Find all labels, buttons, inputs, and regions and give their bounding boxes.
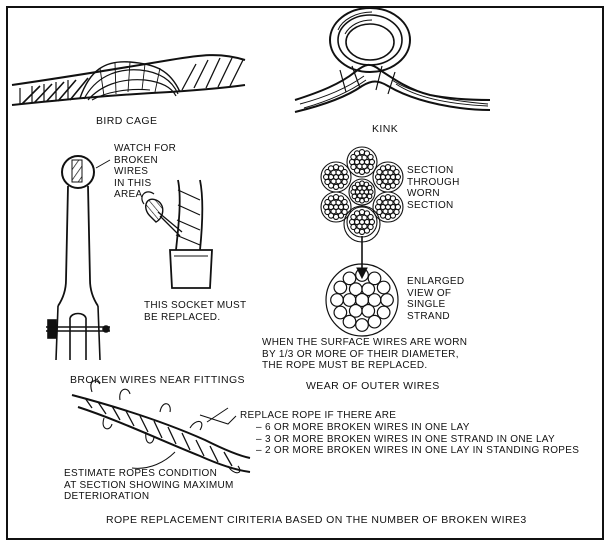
section-to-strand-arrow — [357, 236, 367, 278]
criterion-item: – 6 OR MORE BROKEN WIRES IN ONE LAY — [256, 422, 470, 433]
kink-caption: KINK — [372, 123, 399, 135]
broken-wires-near-fittings-caption: BROKEN WIRES NEAR FITTINGS — [70, 374, 245, 386]
estimate-condition-note: ESTIMATE ROPES CONDITION AT SECTION SHOWING MAXIMUM DETERIORATION — [64, 468, 234, 502]
bird-cage-caption: BIRD CAGE — [96, 115, 158, 127]
surface-wires-worn-note: WHEN THE SURFACE WIRES ARE WORN BY 1/3 OR MORE OF THEIR DIAMETER, THE ROPE MUST BE REPLACED. — [262, 337, 468, 371]
replace-rope-criteria-list — [256, 422, 579, 457]
footer-caption: ROPE REPLACEMENT CIRITERIA BASED ON THE NUMBER OF BROKEN WIRE3 — [106, 514, 527, 526]
bird-cage-rope-illustration — [12, 55, 245, 105]
criterion-item: – 2 OR MORE BROKEN WIRES IN ONE LAY IN STANDING ROPES — [256, 445, 580, 456]
watch-for-broken-wires-callout: WATCH FOR BROKEN WIRES IN THIS AREA — [114, 143, 177, 200]
criterion-item: – 3 OR MORE BROKEN WIRES IN ONE STRAND IN ONE LAY — [256, 433, 556, 445]
frayed-rope-illustration — [72, 381, 250, 473]
worn-section-cross-section — [321, 147, 403, 242]
wear-of-outer-wires-caption: WEAR OF OUTER WIRES — [306, 380, 440, 392]
socket-replace-note: THIS SOCKET MUST BE REPLACED. — [144, 300, 247, 323]
enlarged-view-label: ENLARGED VIEW OF SINGLE STRAND — [407, 276, 465, 322]
section-through-worn-section-label: SECTION THROUGH WORN SECTION — [407, 165, 460, 211]
kink-rope-illustration — [295, 8, 490, 112]
wire-rope-fitting-illustration — [46, 156, 110, 360]
replace-rope-heading: REPLACE ROPE IF THERE ARE — [240, 410, 397, 421]
